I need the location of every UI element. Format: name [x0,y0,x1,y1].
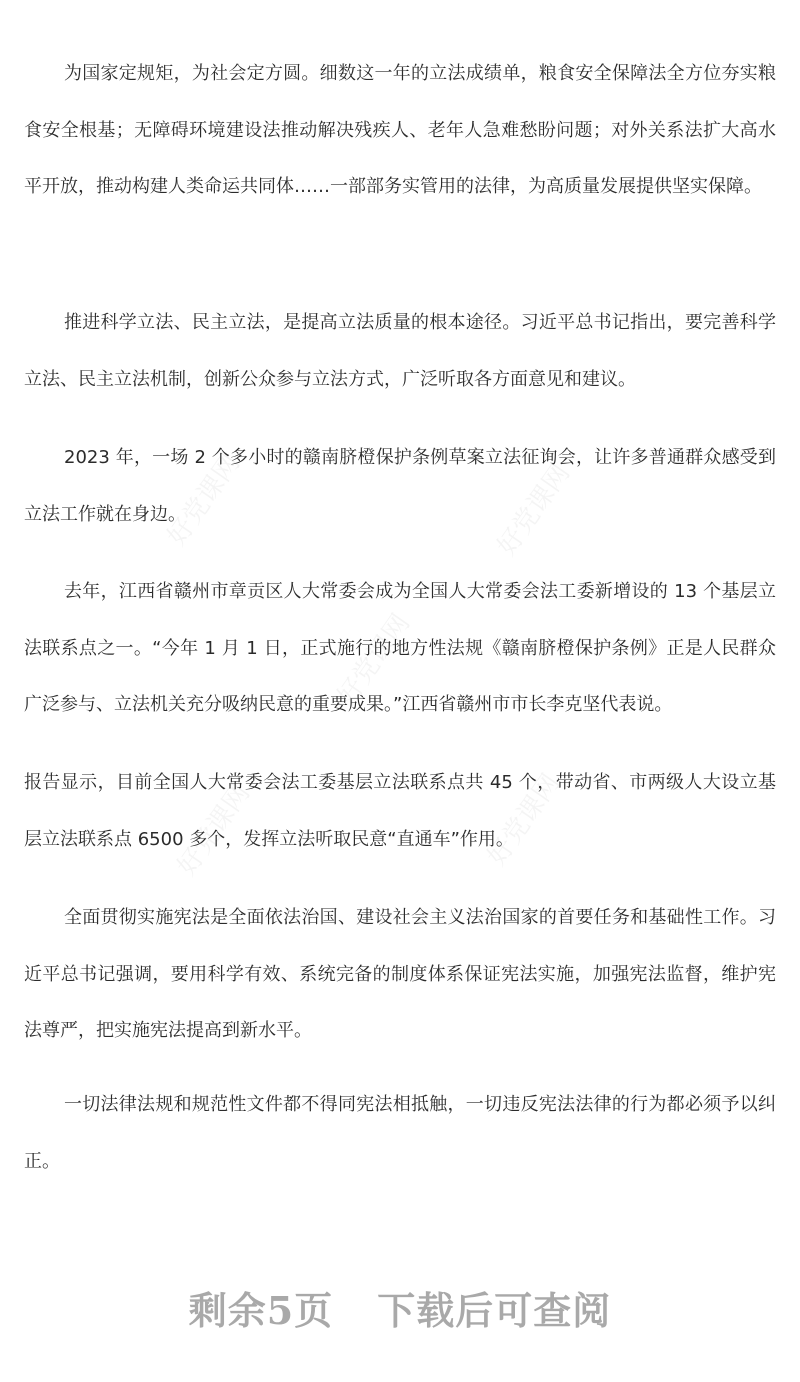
watermark: 好党课网 [171,778,257,882]
watermark: 好党课网 [331,608,417,712]
paragraph-constitution-implementation: 全面贯彻实施宪法是全面依法治国、建设社会主义法治国家的首要任务和基础性工作。习近平总书记强调，要用科学有效、系统完备的制度体系保证宪法实施，加强宪法监督，维护宪法尊严，把实施宪法提高到新水平。 [24,907,776,1041]
paragraph-report-statistics: 报告显示，目前全国人大常委会法工委基层立法联系点共 45 个，带动省、市两级人大设立基层立法联系点 6500 多个，发挥立法听取民意“直通车”作用。 [24,772,776,850]
download-banner[interactable] [0,1280,800,1335]
paragraph-fragment [24,0,776,19]
paragraph-ganzhou-contact-point: 去年，江西省赣州市章贡区人大常委会成为全国人大常委会法工委新增设的 13 个基层立法联系点之一。“今年 1 月 1 日，正式施行的地方性法规《赣南脐橙保护条例》正是人民群众广泛参与、立法机关充分吸纳民意的重要成果。”江西省赣州市市长李克坚代表说。 [24,581,776,715]
paragraph-navel-orange-hearing: 2023 年，一场 2 个多小时的赣南脐橙保护条例草案立法征询会，让许多普通群众感受到立法工作就在身边。 [24,447,776,525]
paragraph-legislation-record: 为国家定规矩，为社会定方圆。细数这一年的立法成绩单，粮食安全保障法全方位夯实粮食安全根基；无障碍环境建设法推动解决残疾人、老年人急难愁盼问题；对外关系法扩大高水平开放，推动构建人类命运共同体……一部部务实管用的法律，为高质量发展提供坚实保障。 [24,63,776,197]
paragraph-scientific-legislation: 推进科学立法、民主立法，是提高立法质量的根本途径。习近平总书记指出，要完善科学立法、民主立法机制，创新公众参与立法方式，广泛听取各方面意见和建议。 [24,312,776,390]
paragraph-constitution-supremacy: 一切法律法规和规范性文件都不得同宪法相抵触，一切违反宪法法律的行为都必须予以纠正。 [24,1094,776,1172]
remaining-pages-label: 剩余5页 [188,1288,334,1333]
watermark: 好党课网 [161,448,247,552]
watermark: 好党课网 [491,458,577,562]
watermark: 好党课网 [481,768,567,872]
download-to-view-label[interactable]: 下载后可查阅 [377,1288,612,1333]
